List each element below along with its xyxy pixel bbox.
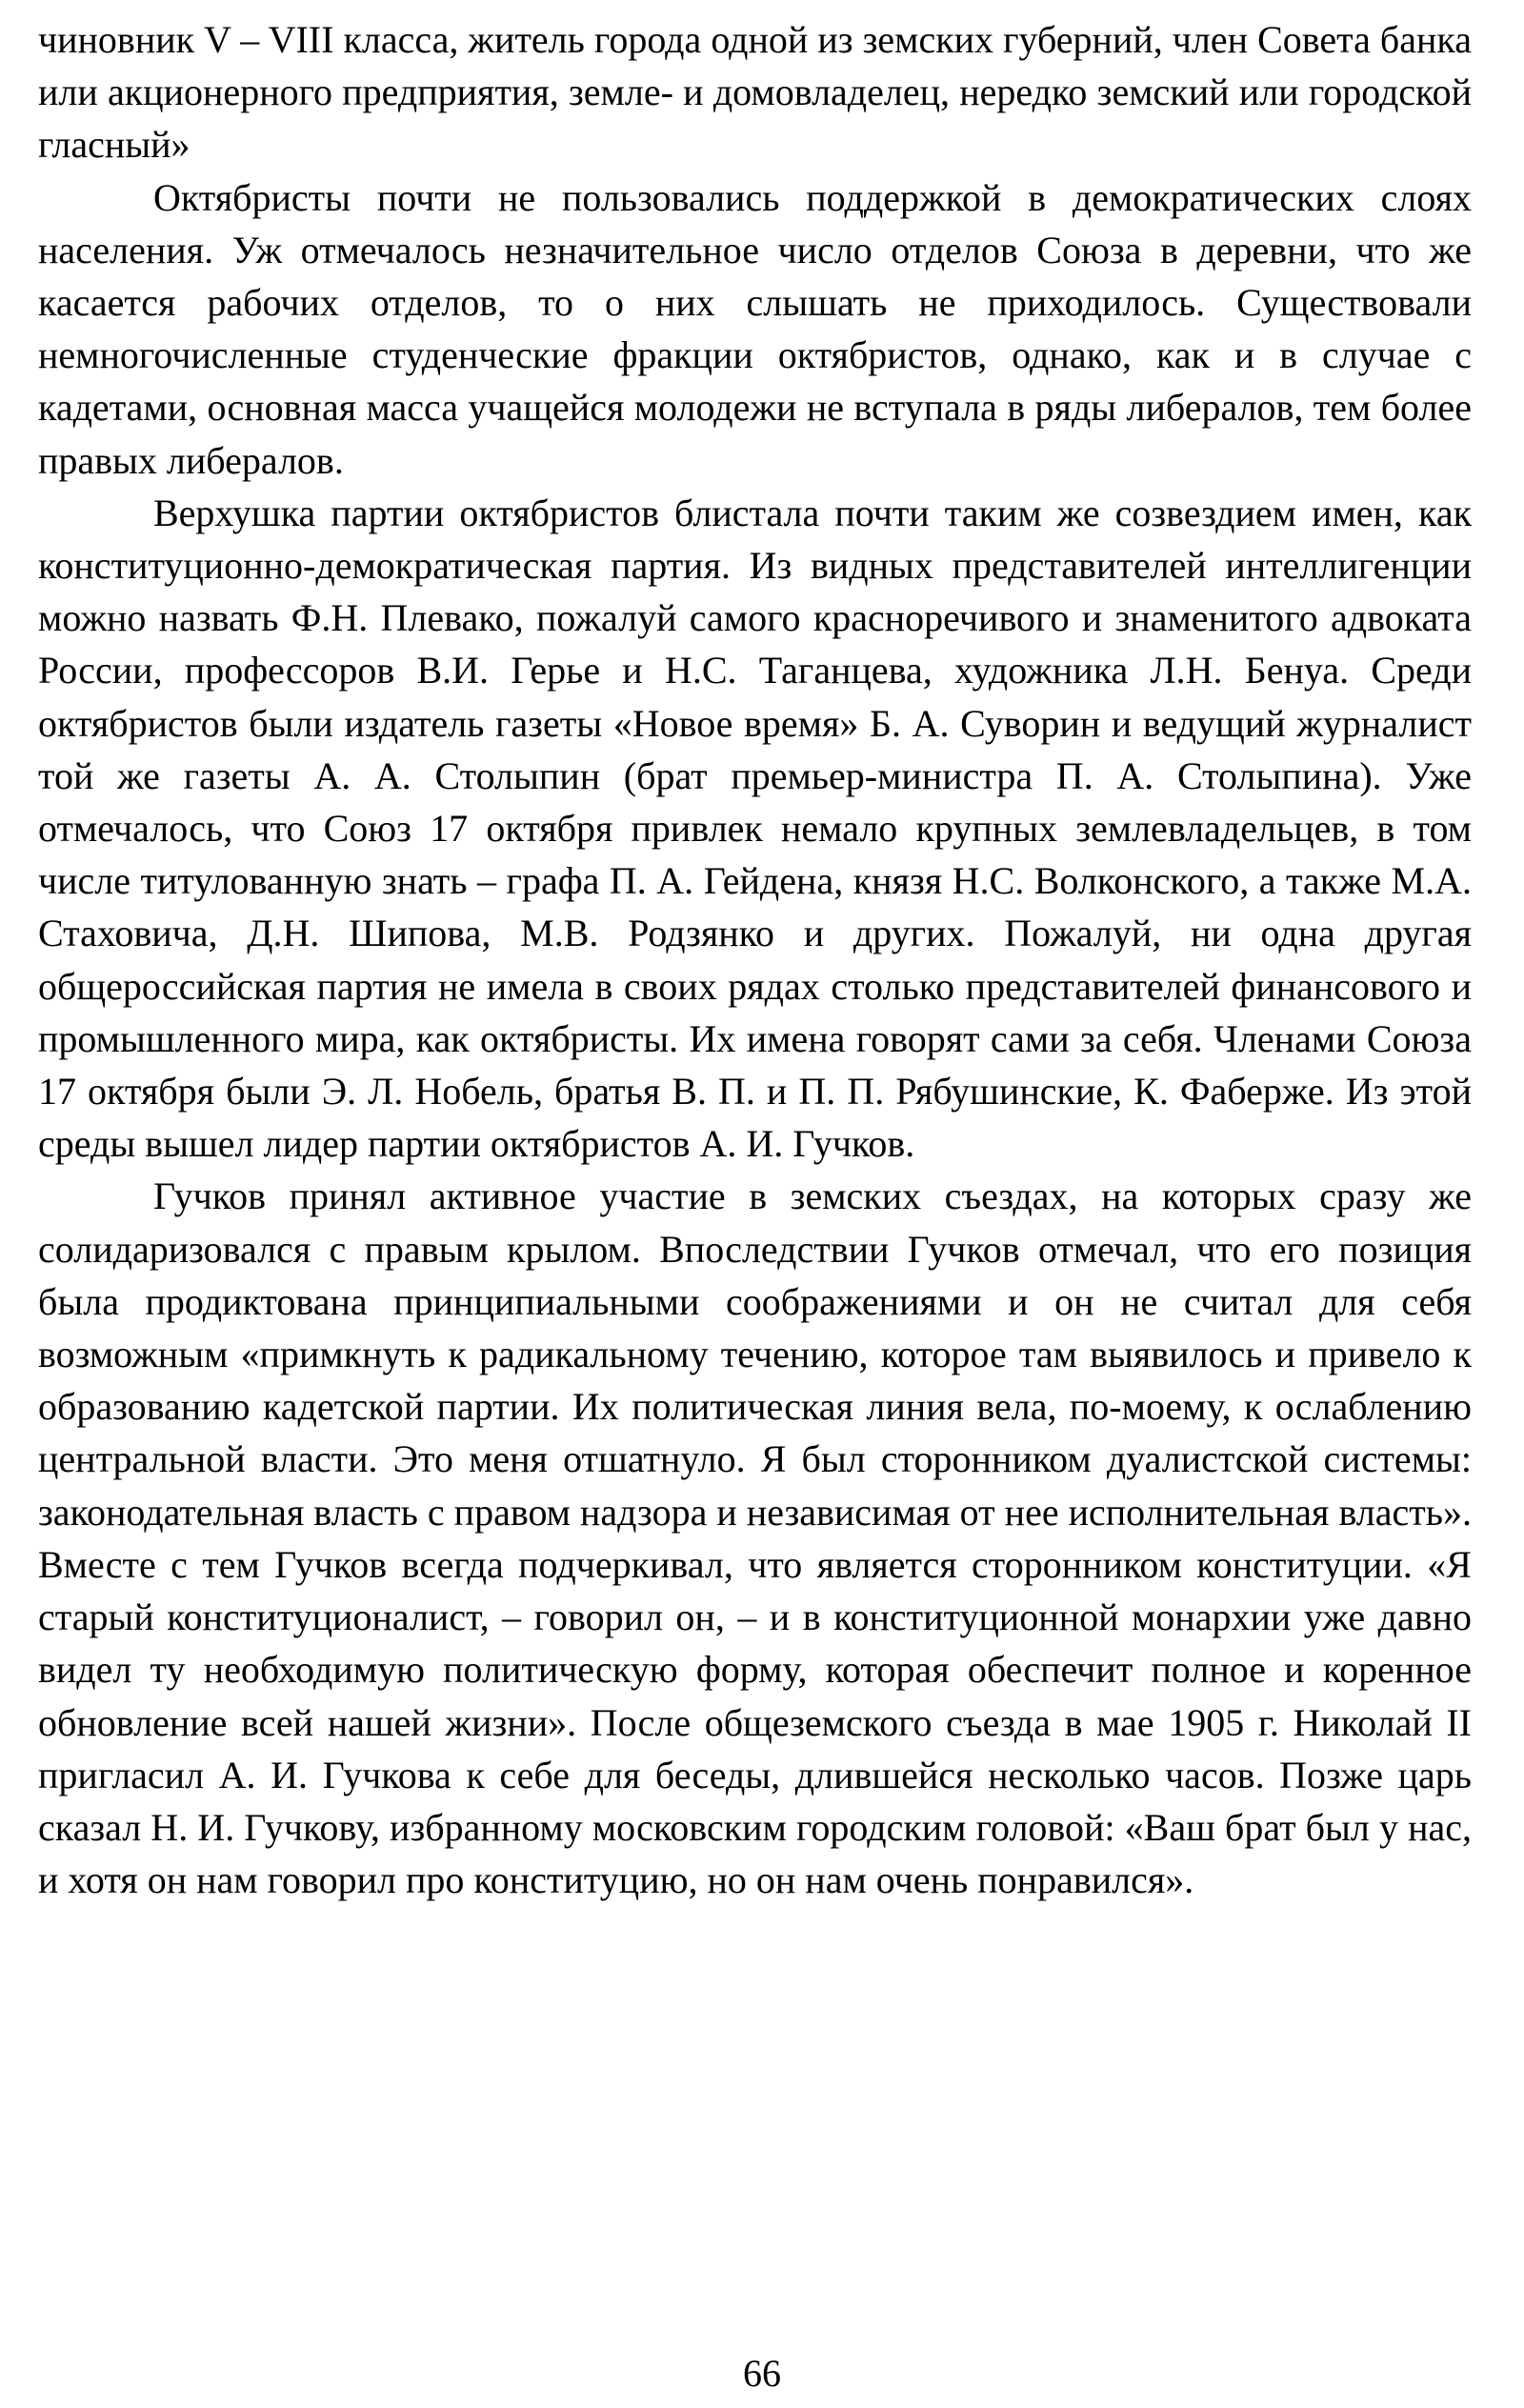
paragraph-guchkov: Гучков принял активное участие в земских съездах, на которых сразу же солидаризовался с правым крылом. Впоследствии Гучков отмечал, что его позиция была продиктована принципиальными соображениями и он не считал для себя возможным «примкнуть к радикальному течению, которое там выявилось и привело к образованию кадетской партии. Их политическая линия вела, по-моему, к ослаблению центральной власти. Это меня отшатнуло. Я был сторонником дуалистской системы: законодательная власть с правом надзора и независимая от нее исполнительная власть». Вместе с тем Гучков всегда подчеркивал, что является сторонником конституции. «Я старый конституционалист, – говорил он, – и в конституционной монархии уже давно видел ту необходимую политическую форму, которая обеспечит полное и коренное обновление всей нашей жизни». После общеземского съезда в мае 1905 г. Николай II пригласил А. И. Гучкова к себе для беседы, длившейся несколько часов. Позже царь сказал Н. И. Гучкову, избранному московским городским головой: «Ваш брат был у нас, и хотя он нам говорил про конституцию, но он нам очень понравился». — [38, 1174, 1472, 1902]
paragraph-party-leadership: Верхушка партии октябристов блистала почти таким же созвездием имен, как конституционно-демократическая партия. Из видных представителей интеллигенции можно назвать Ф.Н. Плевако, пожалуй самого красноречивого и знаменитого адвоката России, профессоров В.И. Герье и Н.С. Таганцева, художника Л.Н. Бенуа. Среди октябристов были издатель газеты «Новое время» Б. А. Суворин и ведущий журналист той же газеты А. А. Столыпин (брат премьер-министра П. А. Столыпина). Уже отмечалось, что Союз 17 октября привлек немало крупных землевладельцев, в том числе титулованную знать – графа П. А. Гейдена, князя Н.С. Волконского, а также М.А. Стаховича, Д.Н. Шипова, М.В. Родзянко и других. Пожалуй, ни одна другая общероссийская партия не имела в своих рядах столько представителей финансового и промышленного мира, как октябристы. Их имена говорят сами за себя. Членами Союза 17 октября были Э. Л. Нобель, братья В. П. и П. П. Рябушинские, К. Фаберже. Из этой среды вышел лидер партии октябристов А. И. Гучков. — [38, 491, 1472, 1166]
paragraph-continued: чиновник V – VIII класса, житель города одной из земских губерний, член Совета банка или акционерного предприятия, земле- и домовладелец, нередко земский или городской гласный» — [38, 18, 1472, 167]
paragraph-octobrists-support: Октябристы почти не пользовались поддержкой в демократических слоях населения. Уж отмечалось незначительное число отделов Союза в деревни, что же касается рабочих отделов, то о них слышать не приходилось. Существовали немногочисленные студенческие фракции октябристов, однако, как и в случае с кадетами, основная масса учащейся молодежи не вступала в ряды либералов, тем более правых либералов. — [38, 175, 1472, 482]
page-text — [38, 13, 1472, 1906]
page-number: 66 — [743, 2352, 781, 2395]
